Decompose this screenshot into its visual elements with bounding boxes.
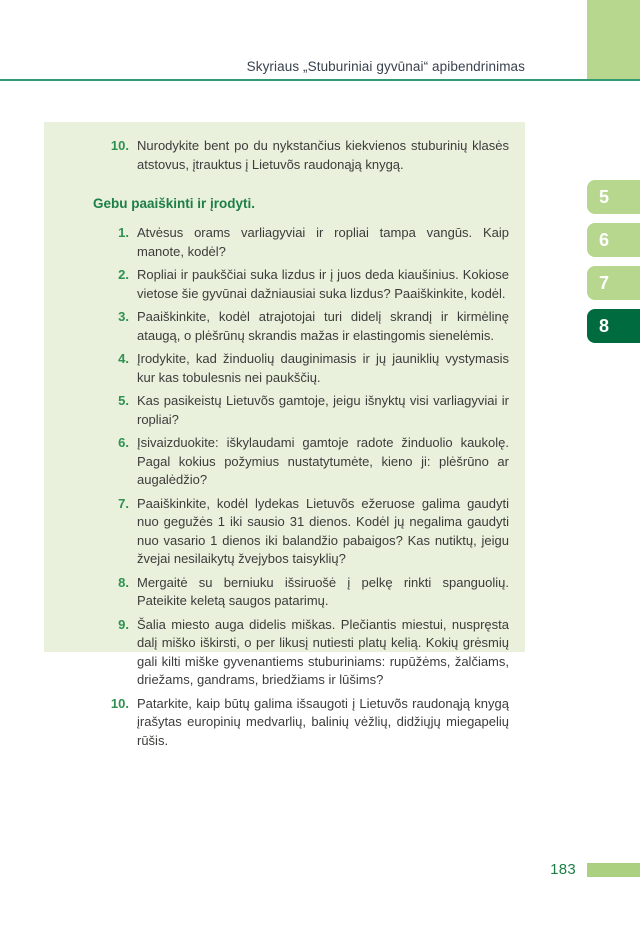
item-text: Įrodykite, kad žinduolių dauginimasis ir jų jauniklių vystymasis kur kas tobulesnis nei paukščių. [137,351,509,385]
chapter-tab-7: 7 [587,266,640,300]
chapter-tab-6: 6 [587,223,640,257]
item-number: 3. [118,309,129,324]
question-item [93,308,509,345]
question-list [93,224,509,750]
question-item [93,434,509,490]
item-text: Nurodykite bent po du nykstančius kiekvienos stuburinių klasės atstovus, įtrauktus į Lietuvõs raudonąją knygą. [137,138,509,172]
question-item [93,695,509,751]
chapter-corner-block [587,0,640,79]
question-item [93,224,509,261]
question-item-intro [93,137,509,174]
item-text: Šalia miesto auga didelis miškas. Plečiantis miestui, nuspręsta dalį miško iškirsti, o per likusį nutiesti platų kelią. Kokių grėsmių gali kilti miške gyvenantiems stuburiniams: rupūžėms, žalčiams, driežams, gandrams, briedžiams ir lūšims? [137,616,509,687]
item-number: 10. [110,695,129,711]
question-item [93,495,509,569]
item-number: 5. [118,393,129,408]
chapter-tab-8: 8 [587,309,640,343]
item-text: Mergaitė su berniuku išsiruošė į pelkę rinkti spanguolių. Pateikite keletą saugos patarimų. [137,574,509,608]
item-number: 6. [118,435,129,450]
item-number: 2. [118,267,129,282]
item-number: 8. [118,574,129,590]
question-item [93,266,509,303]
question-item [93,574,509,611]
item-number: 10. [110,138,129,153]
item-number: 7. [118,495,129,511]
chapter-tabs [587,180,640,352]
item-number: 4. [118,351,129,366]
header-rule [0,79,640,81]
question-item [93,350,509,387]
item-text: Ropliai ir paukščiai suka lizdus ir į juos deda kiaušinius. Kokiose vietose šie gyvūnai dažniausiai suka lizdus? Paaiškinkite, kodėl. [137,267,509,301]
question-item [93,392,509,429]
item-number: 9. [118,616,129,632]
item-text: Kas pasikeistų Lietuvõs gamtoje, jeigu išnyktų visi varliagyviai ir ropliai? [137,393,509,427]
item-text: Paaiškinkite, kodėl atrajotojai turi didelį skrandį ir kirmėlinę ataugą, o plėšrūnų skrandis mažas ir elastingomis sienelėmis. [137,309,509,343]
page-number: 183 [550,861,576,878]
chapter-tab-5: 5 [587,180,640,214]
item-text: Atvėsus orams varliagyviai ir ropliai tampa vangūs. Kaip manote, kodėl? [137,225,509,259]
item-text: Paaiškinkite, kodėl lydekas Lietuvõs ežeruose galima gaudyti nuo gegužės 1 iki sausio 31 dienos. Kodėl jų negalima gaudyti nuo vasario 1 dienos iki balandžio pabaigos? Kas nutiktų, jeigu žvejai nesilaikytų žvejybos taisyklių? [137,495,509,566]
question-item [93,616,509,690]
section-heading: Gebu paaiškinti ir įrodyti. [93,196,256,211]
item-number: 1. [118,225,129,240]
item-text: Įsivaizduokite: iškylaudami gamtoje radote žinduolio kaukolę. Pagal kokius požymius nustatytumėte, kieno ji: plėšrūno ar augalėdžio? [137,435,509,487]
questions-panel [44,122,525,748]
page-header-title: Skyriaus „Stuburiniai gyvūnai“ apibendrinimas [246,59,525,74]
footer-bar [587,863,640,877]
item-text: Patarkite, kaip būtų galima išsaugoti į Lietuvõs raudonąją knygą įrašytas europinių medvarlių, balinių vėžlių, didžiųjų miegapelių rūšis. [137,695,509,748]
